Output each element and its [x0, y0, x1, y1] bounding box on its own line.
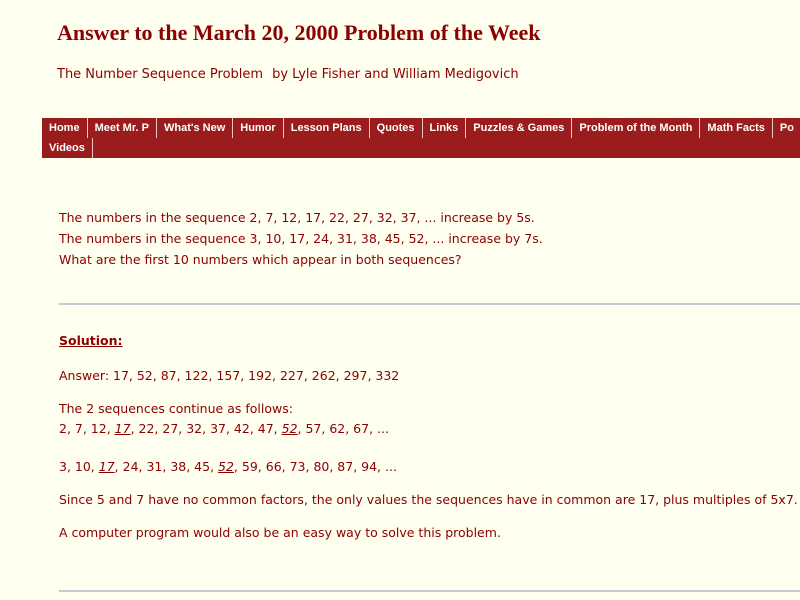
authors: by Lyle Fisher and William Medigovich — [272, 67, 519, 82]
nav-link-meet-mr-p[interactable]: Meet Mr. P — [88, 118, 157, 138]
nav-link-links[interactable]: Links — [423, 118, 467, 138]
seq2-part-b: , 24, 31, 38, 45, — [114, 459, 219, 474]
nav-link-videos[interactable]: Videos — [42, 138, 93, 158]
divider-top — [59, 303, 800, 305]
explanation: Since 5 and 7 have no common factors, the only values the sequences have in common are 17, plus multiples of 5x7. — [59, 492, 798, 507]
nav-link-whats-new[interactable]: What's New — [157, 118, 233, 138]
sequence-1-continued — [59, 421, 389, 436]
problem-statement — [59, 207, 543, 270]
nav-link-humor[interactable]: Humor — [233, 118, 283, 138]
question-line-3: What are the first 10 numbers which appear in both sequences? — [59, 252, 462, 267]
nav-link-home[interactable]: Home — [42, 118, 88, 138]
seq1-part-b: , 22, 27, 32, 37, 42, 47, — [130, 421, 282, 436]
nav-link-problem-of-the-month[interactable]: Problem of the Month — [572, 118, 700, 138]
divider-bottom — [59, 590, 800, 592]
nav-row-2 — [42, 138, 800, 158]
sequence-2-continued — [59, 459, 397, 474]
nav-link-lesson-plans[interactable]: Lesson Plans — [284, 118, 370, 138]
nav-link-truncated[interactable]: Po — [779, 122, 794, 134]
answer-line: Answer: 17, 52, 87, 122, 157, 192, 227, 262, 297, 332 — [59, 368, 400, 383]
solution-heading: Solution: — [59, 333, 123, 348]
seq1-common-52: 52 — [281, 421, 298, 436]
sequences-intro: The 2 sequences continue as follows: — [59, 401, 293, 416]
nav-link-quotes[interactable]: Quotes — [370, 118, 423, 138]
seq1-part-a: 2, 7, 12, — [59, 421, 115, 436]
question-line-1: The numbers in the sequence 2, 7, 12, 17, 22, 27, 32, 37, ... increase by 5s. — [59, 210, 535, 225]
subtitle — [57, 67, 519, 82]
seq1-part-c: , 57, 62, 67, ... — [297, 421, 389, 436]
nav-link-puzzles-games[interactable]: Puzzles & Games — [466, 118, 572, 138]
seq2-common-17: 17 — [98, 459, 115, 474]
nav-row-1 — [42, 118, 800, 138]
computer-note: A computer program would also be an easy way to solve this problem. — [59, 525, 501, 540]
question-line-2: The numbers in the sequence 3, 10, 17, 24, 31, 38, 45, 52, ... increase by 7s. — [59, 231, 543, 246]
solution-section — [59, 333, 123, 348]
problem-name: The Number Sequence Problem — [57, 67, 264, 82]
nav-link-math-facts[interactable]: Math Facts — [700, 118, 772, 138]
main-navigation — [42, 118, 800, 158]
seq1-common-17: 17 — [114, 421, 131, 436]
seq2-part-a: 3, 10, — [59, 459, 99, 474]
seq2-common-52: 52 — [218, 459, 234, 474]
page-title: Answer to the March 20, 2000 Problem of the Week — [57, 20, 541, 45]
seq2-part-c: , 59, 66, 73, 80, 87, 94, ... — [233, 459, 397, 474]
